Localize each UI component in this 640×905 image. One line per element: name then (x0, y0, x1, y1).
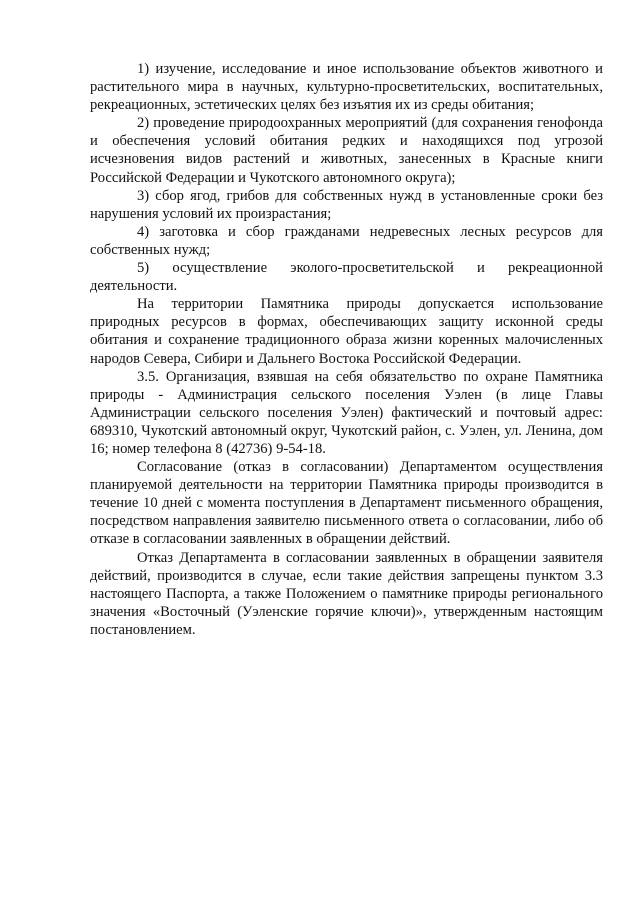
list-item-berry-picking: 3) сбор ягод, грибов для собственных нужд в установленные сроки без нарушения условий их произрастания; (90, 187, 603, 222)
document-page (90, 60, 603, 639)
list-item-non-timber-resources: 4) заготовка и сбор гражданами недревесных лесных ресурсов для собственных нужд; (90, 223, 603, 258)
list-item-study: 1) изучение, исследование и иное использование объектов животного и растительного мира в научных, культурно-просветительских, воспитательных, рекреационных, эстетических целях без изъятия их из среды обитания; (90, 61, 603, 114)
list-item-conservation: 2) проведение природоохранных мероприятий (для сохранения генофонда и обеспечения условий обитания редких и находящихся под угрозой исчезновения видов растений и животных, занесенных в Красные книги Российской Федерации и Чукотского автономного округа); (90, 115, 603, 186)
paragraph-indigenous-use: На территории Памятника природы допускается использование природных ресурсов в формах, обеспечивающих защиту исконной среды обитания и сохранение традиционного образа жизни коренных малочисленных народов Севера, Сибири и Дальнего Востока Российской Федерации. (90, 296, 603, 367)
paragraph-section-3-5: 3.5. Организация, взявшая на себя обязательство по охране Памятника природы - Администрация сельского поселения Уэлен (в лице Главы Администрации сельского поселения Уэлен) фактический и почтовый адрес: 689310, Чукотский автономный округ, Чукотский район, с. Уэлен, ул. Ленина, дом 16; номер телефона 8 (42736) 9-54-18. (90, 368, 603, 457)
paragraph-approval-procedure: Согласование (отказ в согласовании) Департаментом осуществления планируемой деятельности на территории Памятника природы производится в течение 10 дней с момента поступления в Департамент письменного обращения, посредством направления заявителю письменного ответа о согласовании, либо об отказе в согласовании заявленных в обращении действий. (90, 459, 603, 548)
list-item-eco-education: 5) осуществление эколого-просветительской и рекреационной деятельности. (90, 260, 603, 295)
paragraph-refusal-grounds: Отказ Департамента в согласовании заявленных в обращении заявителя действий, производится в случае, если такие действия запрещены пунктом 3.3 настоящего Паспорта, а также Положением о памятнике природы регионального значения «Восточный (Уэленские горячие ключи)», утвержденным настоящим постановлением. (90, 549, 603, 638)
